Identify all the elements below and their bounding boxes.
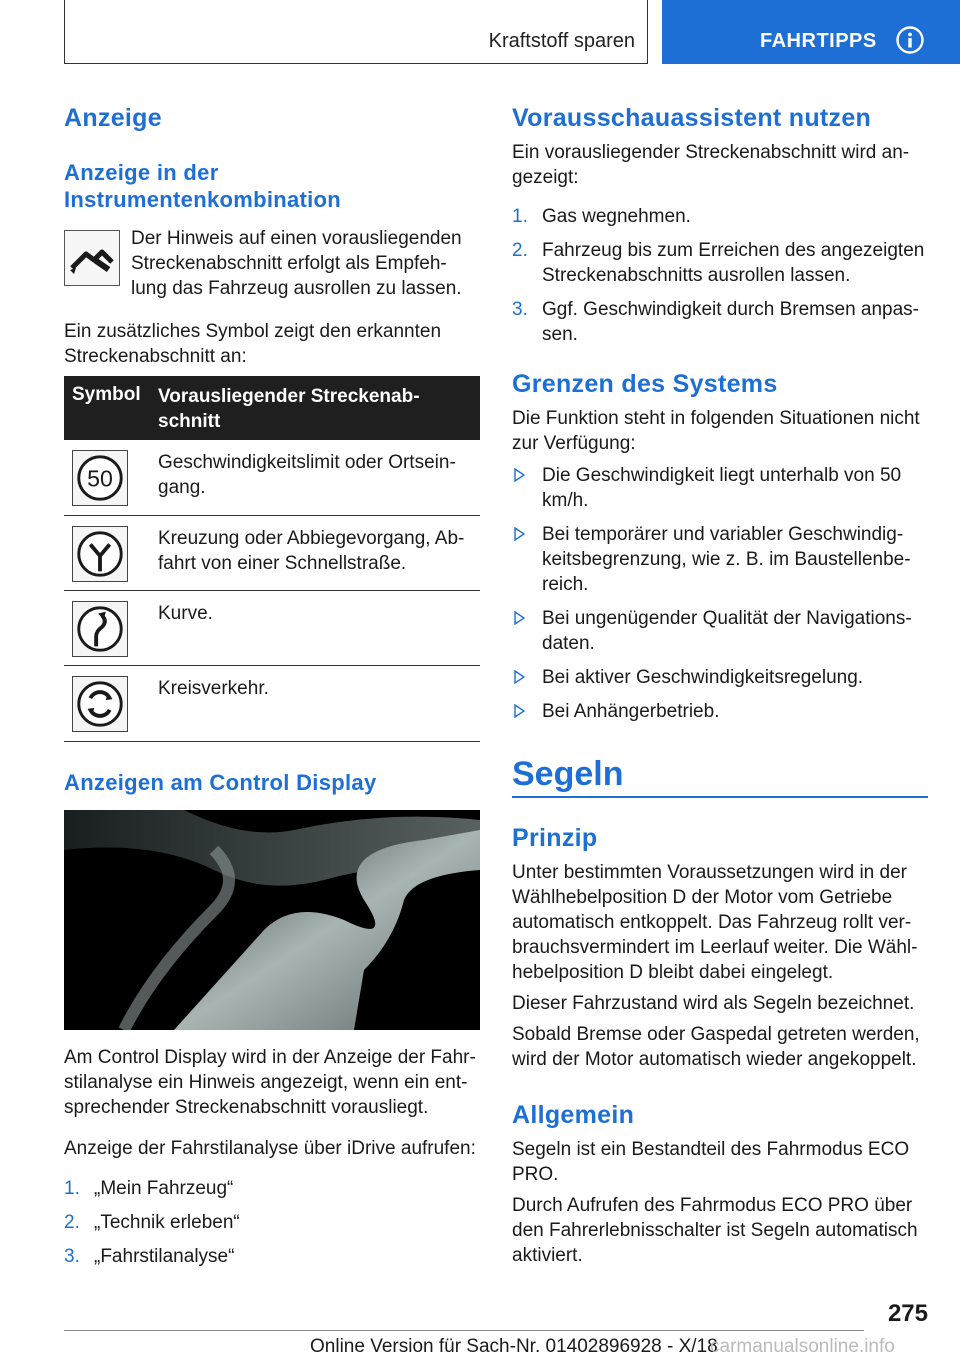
heading-grenzen: Grenzen des Systems xyxy=(512,370,778,398)
junction-icon xyxy=(72,526,128,582)
heading-anzeige: Anzeige xyxy=(64,104,162,132)
list-item: Bei ungenügender Qualität der Navigations- daten. xyxy=(512,606,928,656)
page-number: 275 xyxy=(887,1300,928,1327)
table-row xyxy=(64,666,480,742)
list-item: 3. „Fahrstilanalyse“ xyxy=(64,1246,235,1267)
list-item: 1. Gas wegnehmen. xyxy=(512,206,691,227)
list-item: 2. „Technik erleben“ xyxy=(64,1212,240,1233)
triangle-bullet-icon xyxy=(514,704,525,718)
footer-divider xyxy=(64,1330,864,1331)
triangle-bullet-icon xyxy=(514,468,525,482)
table-header-section: Vorausliegender Streckenab- schnitt xyxy=(158,386,420,432)
table-cell-text: Kreuzung oder Abbiegevorgang, Ab- fahrt von einer Schnellstraße. xyxy=(158,528,465,574)
table-cell-text: Kurve. xyxy=(158,603,213,624)
heading-control-display: Anzeigen am Control Display xyxy=(64,770,377,795)
triangle-bullet-icon xyxy=(514,670,525,684)
list-item: Bei temporärer und variabler Geschwindig- keitsbegrenzung, wie z. B. im Baustellenbe- reich. xyxy=(512,522,928,597)
prinzip-text: Unter bestimmten Voraussetzungen wird in der Wählhebelposition D der Motor vom Getriebe automatisch entkoppelt. Das Fahrzeug rollt ver- brauchsvermindert im Leerlauf weiter. Die Wähl- hebelposition D bleibt dabei eingelegt. Dieser Fahrzustand wird als Segeln bezeichnet. Sobald Bremse oder Gaspedal getreten werden, wird der Motor automatisch wieder angekoppelt. xyxy=(512,862,920,1070)
header-section-title: Kraftstoff sparen xyxy=(488,30,635,52)
table-row xyxy=(64,591,480,666)
heading-instrumentenkombination: Anzeige in der Instrumentenkombination xyxy=(64,160,342,212)
control-display-image xyxy=(64,810,480,1030)
list-item: 1. „Mein Fahrzeug“ xyxy=(64,1178,234,1199)
header-section-box xyxy=(64,0,648,64)
watermark-logo: carmanualsonline.info xyxy=(710,1336,895,1357)
coasting-hint-icon xyxy=(64,230,120,286)
curve-icon xyxy=(72,601,128,657)
table-header-symbol: Symbol xyxy=(72,384,141,405)
symbol-table xyxy=(64,376,480,742)
roundabout-icon xyxy=(72,676,128,732)
header-chapter-tab[interactable] xyxy=(662,0,960,64)
idrive-intro-text: Anzeige der Fahrstilanalyse über iDrive aufrufen: xyxy=(64,1138,476,1159)
segeln-divider xyxy=(512,796,928,798)
triangle-bullet-icon xyxy=(514,611,525,625)
list-item: Bei aktiver Geschwindigkeitsregelung. xyxy=(512,665,928,690)
header-chapter-title: FAHRTIPPS xyxy=(760,30,877,52)
list-item: Die Geschwindigkeit liegt unterhalb von 50 km/h. xyxy=(512,463,928,513)
heading-prinzip: Prinzip xyxy=(512,824,598,852)
limits-intro-text: Die Funktion steht in folgenden Situationen nicht zur Verfügung: xyxy=(512,408,920,454)
table-header xyxy=(64,376,480,440)
speed-limit-50-icon xyxy=(72,450,128,506)
table-cell-text: Kreisverkehr. xyxy=(158,678,269,699)
footer-online-version: Online Version für Sach-Nr. 01402896928 - X/18 xyxy=(310,1336,718,1357)
list-item: Bei Anhängerbetrieb. xyxy=(512,699,928,724)
assist-steps-list xyxy=(512,204,928,347)
speed-limit-50-label: 50 xyxy=(87,465,113,492)
list-item: 2. Fahrzeug bis zum Erreichen des angezeigten Streckenabschnitts ausrollen lassen. xyxy=(512,240,925,286)
heading-segeln: Segeln xyxy=(512,755,624,793)
assist-intro-text: Ein vorausliegender Streckenabschnitt wird an- gezeigt: xyxy=(512,142,910,188)
heading-allgemein: Allgemein xyxy=(512,1101,635,1129)
list-item: 3. Ggf. Geschwindigkeit durch Bremsen anpas- sen. xyxy=(512,299,920,345)
allgemein-text: Segeln ist ein Bestandteil des Fahrmodus ECO PRO. Durch Aufrufen des Fahrmodus ECO PRO über den Fahrerlebnisschalter ist Segeln automatisch aktiviert. xyxy=(512,1139,918,1266)
limits-list xyxy=(512,463,928,724)
table-row xyxy=(64,440,480,516)
table-row xyxy=(64,516,480,591)
heading-vorausschauassistent: Vorausschauassistent nutzen xyxy=(512,104,872,132)
info-icon xyxy=(896,26,924,54)
idrive-steps-list xyxy=(64,1176,480,1269)
control-display-text: Am Control Display wird in der Anzeige der Fahr- stilanalyse ein Hinweis angezeigt, wenn ein ent- sprechender Streckenabschnitt vorausliegt. xyxy=(64,1047,476,1118)
instrument-hint-text: Der Hinweis auf einen vorausliegenden Streckenabschnitt erfolgt als Empfeh- lung das Fahrzeug ausrollen zu lassen. xyxy=(131,228,462,299)
symbol-intro-text: Ein zusätzliches Symbol zeigt den erkannten Streckenabschnitt an: xyxy=(64,321,442,367)
triangle-bullet-icon xyxy=(514,527,525,541)
table-cell-text: Geschwindigkeitslimit oder Ortsein- gang. xyxy=(158,452,456,498)
